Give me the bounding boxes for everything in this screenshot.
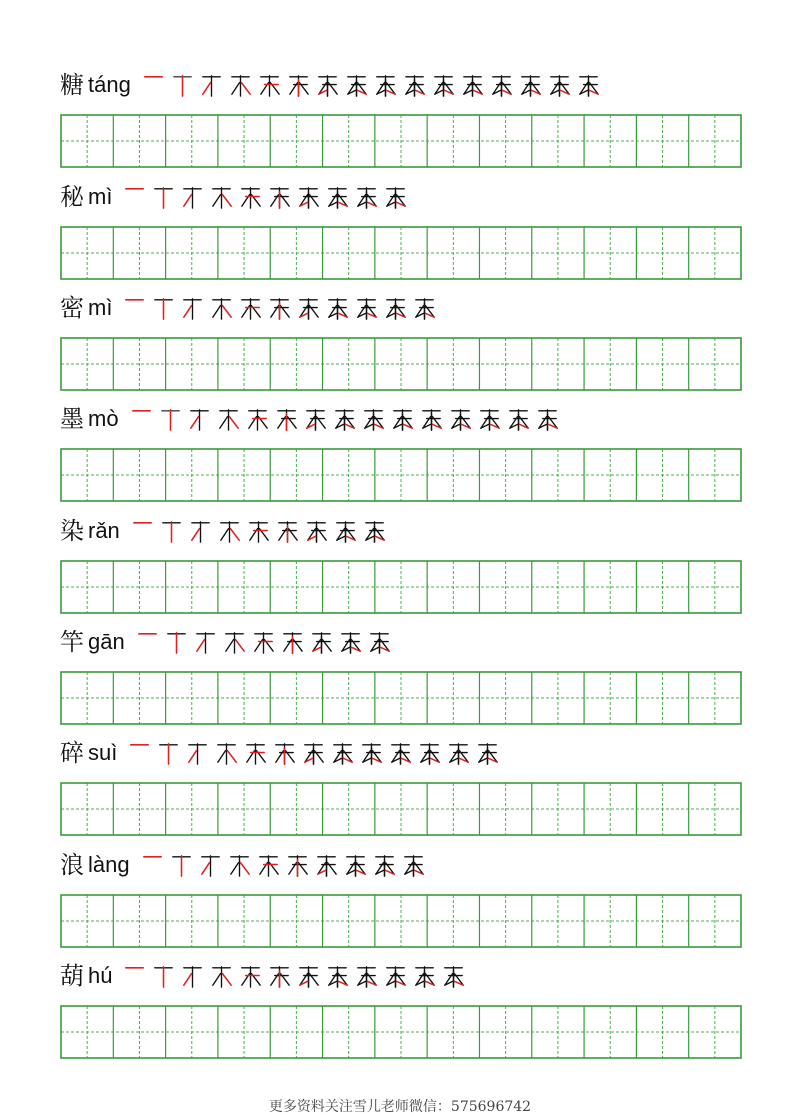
- stroke-order-sequence: [133, 627, 394, 657]
- stroke-step-icon: [157, 517, 186, 546]
- pinyin-label: rǎn: [88, 518, 120, 543]
- stroke-step-icon: [236, 962, 265, 991]
- stroke-step-icon: [458, 71, 487, 100]
- stroke-step-icon: [272, 405, 301, 434]
- stroke-step-icon: [243, 405, 272, 434]
- practice-grid: [60, 337, 742, 391]
- hanzi-label: 浪: [60, 851, 84, 879]
- stroke-step-icon: [352, 183, 381, 212]
- pinyin-label: suì: [88, 740, 118, 765]
- stroke-order-sequence: [125, 738, 502, 768]
- stroke-step-icon: [301, 405, 330, 434]
- stroke-step-icon: [429, 71, 458, 100]
- hanzi-label: 染: [60, 517, 84, 545]
- stroke-step-icon: [323, 294, 352, 323]
- practice-grid: [60, 226, 742, 280]
- hanzi-label: 竿: [60, 628, 84, 656]
- stroke-step-icon: [313, 71, 342, 100]
- stroke-step-icon: [323, 183, 352, 212]
- stroke-step-icon: [154, 739, 183, 768]
- stroke-order-sequence: [139, 70, 603, 100]
- stroke-step-icon: [359, 405, 388, 434]
- stroke-step-icon: [294, 962, 323, 991]
- stroke-step-icon: [365, 628, 394, 657]
- stroke-step-icon: [307, 628, 336, 657]
- stroke-step-icon: [294, 294, 323, 323]
- stroke-step-icon: [444, 739, 473, 768]
- stroke-step-icon: [283, 851, 312, 880]
- stroke-step-icon: [178, 962, 207, 991]
- stroke-step-icon: [574, 71, 603, 100]
- practice-grid: [60, 448, 742, 502]
- stroke-step-icon: [178, 294, 207, 323]
- stroke-step-icon: [265, 183, 294, 212]
- pinyin-label: mì: [88, 184, 113, 209]
- stroke-step-icon: [400, 71, 429, 100]
- stroke-step-icon: [120, 294, 149, 323]
- stroke-step-icon: [284, 71, 313, 100]
- stroke-step-icon: [386, 739, 415, 768]
- stroke-step-icon: [439, 962, 468, 991]
- stroke-step-icon: [360, 517, 389, 546]
- stroke-order-sequence: [138, 850, 428, 880]
- stroke-step-icon: [533, 405, 562, 434]
- stroke-step-icon: [254, 851, 283, 880]
- stroke-step-icon: [331, 517, 360, 546]
- stroke-step-icon: [128, 517, 157, 546]
- stroke-step-icon: [270, 739, 299, 768]
- stroke-step-icon: [446, 405, 475, 434]
- stroke-step-icon: [162, 628, 191, 657]
- row-header: [60, 514, 389, 548]
- pinyin-label: mì: [88, 295, 113, 320]
- practice-grid: [60, 671, 742, 725]
- stroke-step-icon: [415, 739, 444, 768]
- stroke-step-icon: [207, 294, 236, 323]
- stroke-step-icon: [330, 405, 359, 434]
- row-header: [60, 625, 394, 659]
- hanzi-label: 秘: [60, 183, 84, 211]
- practice-grid: [60, 1005, 742, 1059]
- stroke-step-icon: [207, 183, 236, 212]
- row-header: [60, 68, 603, 102]
- stroke-step-icon: [207, 962, 236, 991]
- stroke-step-icon: [410, 294, 439, 323]
- stroke-step-icon: [388, 405, 417, 434]
- stroke-step-icon: [236, 294, 265, 323]
- stroke-step-icon: [370, 851, 399, 880]
- stroke-step-icon: [191, 628, 220, 657]
- stroke-step-icon: [381, 183, 410, 212]
- stroke-step-icon: [241, 739, 270, 768]
- stroke-step-icon: [167, 851, 196, 880]
- stroke-step-icon: [120, 962, 149, 991]
- hanzi-label: 密: [60, 294, 84, 322]
- stroke-step-icon: [294, 183, 323, 212]
- stroke-step-icon: [265, 294, 294, 323]
- hanzi-label: 碎: [60, 739, 84, 767]
- stroke-step-icon: [312, 851, 341, 880]
- stroke-step-icon: [352, 294, 381, 323]
- stroke-step-icon: [178, 183, 207, 212]
- stroke-step-icon: [197, 71, 226, 100]
- stroke-step-icon: [299, 739, 328, 768]
- stroke-step-icon: [156, 405, 185, 434]
- stroke-step-icon: [196, 851, 225, 880]
- stroke-step-icon: [328, 739, 357, 768]
- stroke-step-icon: [185, 405, 214, 434]
- row-header: [60, 180, 410, 214]
- stroke-step-icon: [278, 628, 307, 657]
- stroke-step-icon: [168, 71, 197, 100]
- stroke-order-sequence: [120, 293, 439, 323]
- stroke-step-icon: [212, 739, 241, 768]
- row-header: [60, 291, 439, 325]
- practice-grid: [60, 114, 742, 168]
- stroke-step-icon: [504, 405, 533, 434]
- stroke-step-icon: [473, 739, 502, 768]
- row-header: [60, 959, 468, 993]
- practice-grid: [60, 560, 742, 614]
- stroke-step-icon: [342, 71, 371, 100]
- row-header: [60, 736, 502, 770]
- stroke-step-icon: [244, 517, 273, 546]
- stroke-step-icon: [149, 962, 178, 991]
- hanzi-label: 糖: [60, 71, 84, 99]
- stroke-step-icon: [357, 739, 386, 768]
- stroke-step-icon: [381, 294, 410, 323]
- footer-text: 更多资料关注雪儿老师微信：575696742: [268, 1099, 532, 1115]
- stroke-step-icon: [323, 962, 352, 991]
- practice-grid: [60, 782, 742, 836]
- stroke-order-sequence: [128, 516, 389, 546]
- row-header: [60, 848, 428, 882]
- stroke-step-icon: [336, 628, 365, 657]
- hanzi-label: 葫: [60, 962, 84, 990]
- stroke-step-icon: [410, 962, 439, 991]
- stroke-step-icon: [127, 405, 156, 434]
- stroke-order-sequence: [127, 404, 562, 434]
- stroke-step-icon: [220, 628, 249, 657]
- stroke-step-icon: [487, 71, 516, 100]
- stroke-step-icon: [516, 71, 545, 100]
- stroke-step-icon: [249, 628, 278, 657]
- stroke-step-icon: [186, 517, 215, 546]
- stroke-step-icon: [214, 405, 243, 434]
- pinyin-label: mò: [88, 406, 119, 431]
- stroke-step-icon: [371, 71, 400, 100]
- stroke-step-icon: [125, 739, 154, 768]
- pinyin-label: làng: [88, 852, 130, 877]
- stroke-order-sequence: [120, 182, 410, 212]
- practice-grid: [60, 894, 742, 948]
- stroke-step-icon: [225, 851, 254, 880]
- stroke-step-icon: [265, 962, 294, 991]
- hanzi-label: 墨: [60, 405, 84, 433]
- stroke-step-icon: [236, 183, 265, 212]
- stroke-step-icon: [215, 517, 244, 546]
- stroke-step-icon: [138, 851, 167, 880]
- stroke-step-icon: [139, 71, 168, 100]
- pinyin-label: táng: [88, 72, 131, 97]
- stroke-step-icon: [183, 739, 212, 768]
- pinyin-label: hú: [88, 963, 113, 988]
- stroke-order-sequence: [120, 961, 468, 991]
- row-header: [60, 402, 562, 436]
- stroke-step-icon: [273, 517, 302, 546]
- stroke-step-icon: [475, 405, 504, 434]
- stroke-step-icon: [226, 71, 255, 100]
- stroke-step-icon: [255, 71, 284, 100]
- stroke-step-icon: [149, 294, 178, 323]
- stroke-step-icon: [417, 405, 446, 434]
- stroke-step-icon: [399, 851, 428, 880]
- stroke-step-icon: [341, 851, 370, 880]
- pinyin-label: gān: [88, 629, 125, 654]
- stroke-step-icon: [133, 628, 162, 657]
- stroke-step-icon: [302, 517, 331, 546]
- stroke-step-icon: [381, 962, 410, 991]
- stroke-step-icon: [545, 71, 574, 100]
- stroke-step-icon: [120, 183, 149, 212]
- stroke-step-icon: [352, 962, 381, 991]
- stroke-step-icon: [149, 183, 178, 212]
